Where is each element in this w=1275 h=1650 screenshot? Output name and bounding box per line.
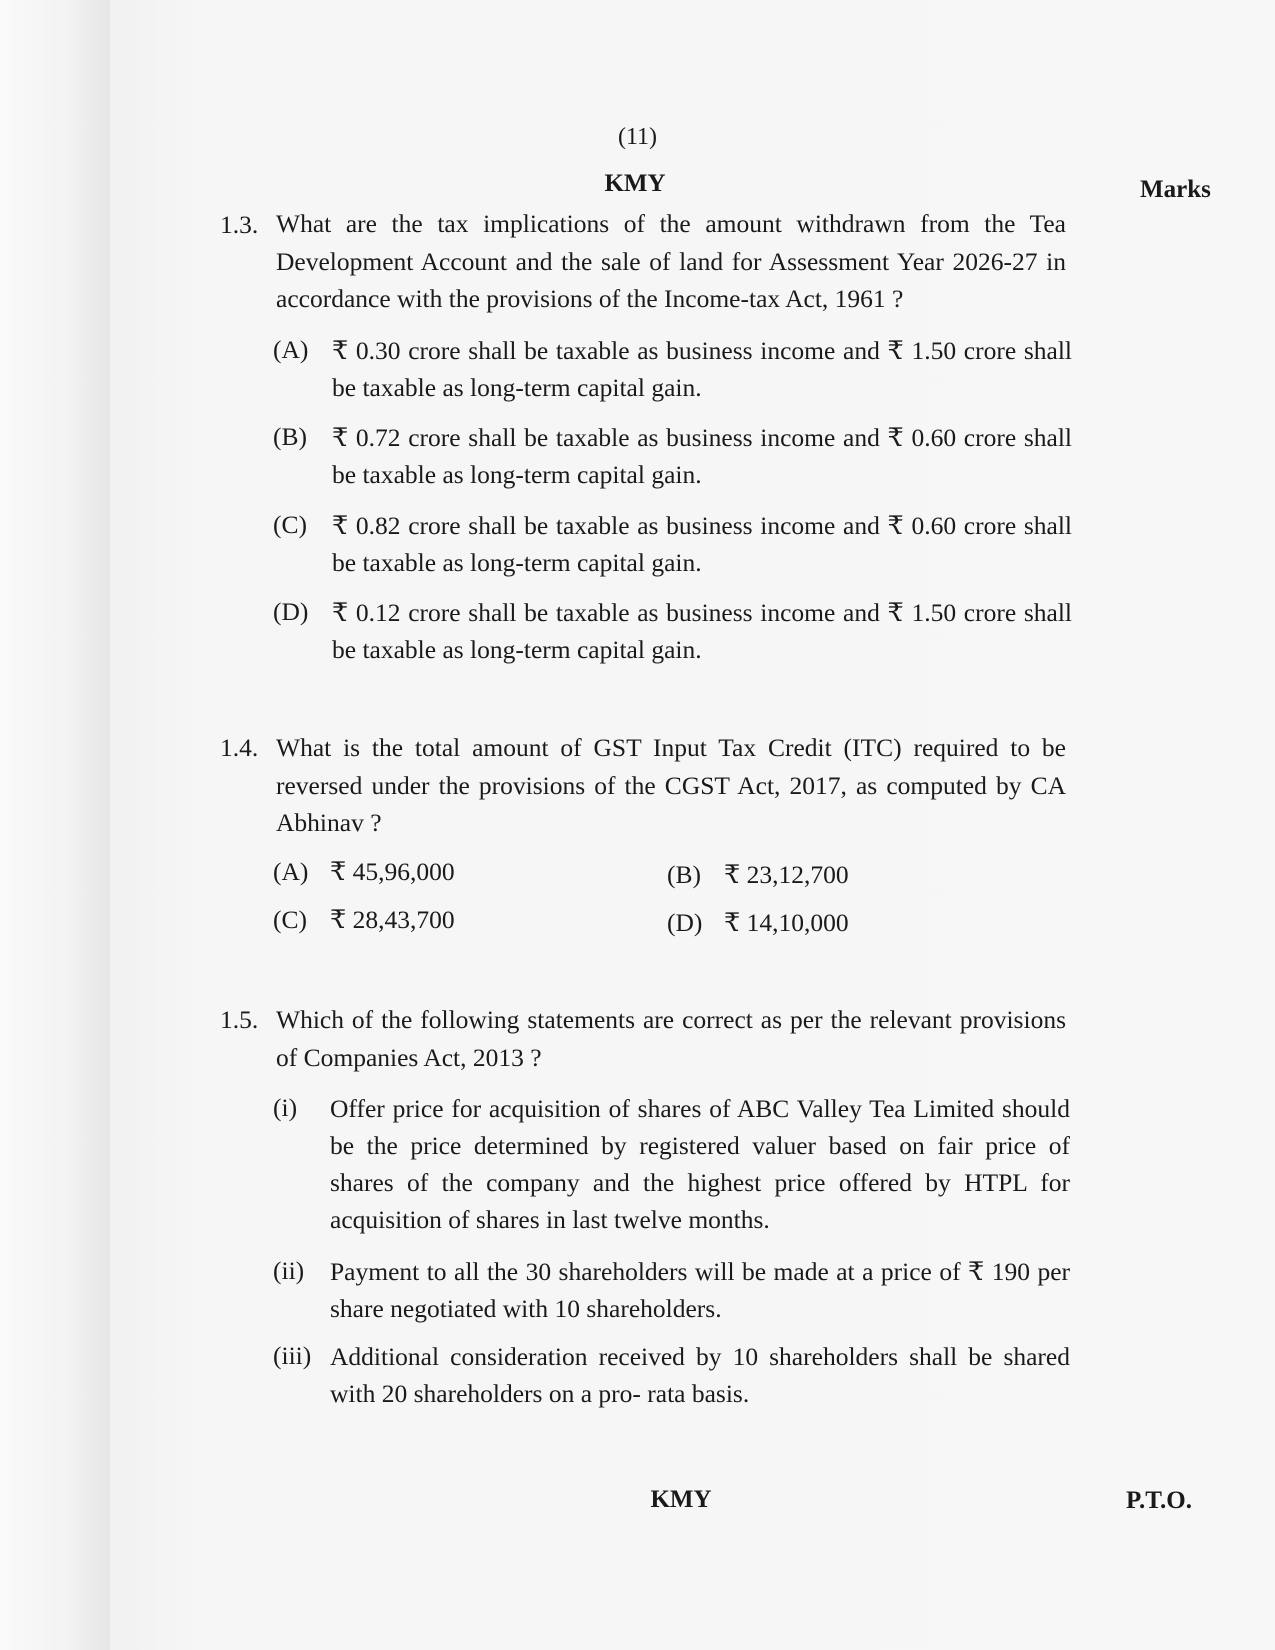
question-number: 1.4. [220, 733, 259, 762]
option-text: ₹ 23,12,700 [724, 860, 849, 889]
option-text: ₹ 0.72 crore shall be taxable as business income and ₹ 0.60 crore shall be taxable as long-term capital gain. [332, 423, 1072, 489]
paper-code-footer: KMY [650, 1486, 712, 1513]
page-edge [0, 0, 110, 1650]
statement-text: Payment to all the 30 shareholders will be made at a price of ₹ 190 per share negotiated with 10 shareholders. [330, 1257, 1070, 1323]
statement-text: Offer price for acquisition of shares of ABC Valley Tea Limited should be the price determined by registered valuer based on fair price of shares of the company and the highest price offered by HTPL for acquisition of shares in last twelve months. [330, 1094, 1070, 1234]
statement-label: (ii) [273, 1256, 305, 1285]
question-text: What is the total amount of GST Input Tax Credit (ITC) required to be reversed under the provisions of the CGST Act, 2017, as computed by CA Abhinav ? [276, 733, 1066, 837]
statement-label: (i) [273, 1093, 298, 1122]
option-label: (B) [273, 422, 307, 451]
option-label: (A) [273, 857, 309, 886]
question-text: What are the tax implications of the amount withdrawn from the Tea Development Account and the sale of land for Assessment Year 2026-27 in accordance with the provisions of the Income-tax Act, 1961 ? [276, 209, 1066, 313]
statement-label: (iii) [273, 1341, 312, 1370]
question-number: 1.5. [220, 1005, 259, 1034]
option-label: (C) [273, 510, 307, 539]
option-label: (A) [273, 335, 309, 364]
option-label: (B) [667, 860, 701, 889]
option-text: ₹ 0.30 crore shall be taxable as business income and ₹ 1.50 crore shall be taxable as long-term capital gain. [332, 336, 1072, 402]
question-number: 1.3. [220, 210, 259, 239]
option-text: ₹ 14,10,000 [724, 908, 849, 937]
option-label: (C) [273, 905, 307, 934]
paper-code-header: KMY [604, 170, 666, 197]
option-label: (D) [273, 597, 309, 626]
question-text: Which of the following statements are correct as per the relevant provisions of Companies Act, 2013 ? [276, 1005, 1066, 1072]
pto-label: P.T.O. [1126, 1487, 1192, 1514]
option-text: ₹ 45,96,000 [330, 857, 455, 886]
option-text: ₹ 0.12 crore shall be taxable as business income and ₹ 1.50 crore shall be taxable as long-term capital gain. [332, 598, 1072, 664]
page-number: (11) [617, 124, 658, 150]
marks-label: Marks [1140, 176, 1211, 203]
statement-text: Additional consideration received by 10 shareholders shall be shared with 20 shareholders on a pro- rata basis. [330, 1342, 1070, 1408]
option-text: ₹ 28,43,700 [330, 905, 455, 934]
option-label: (D) [667, 908, 703, 937]
option-text: ₹ 0.82 crore shall be taxable as business income and ₹ 0.60 crore shall be taxable as long-term capital gain. [332, 511, 1072, 577]
